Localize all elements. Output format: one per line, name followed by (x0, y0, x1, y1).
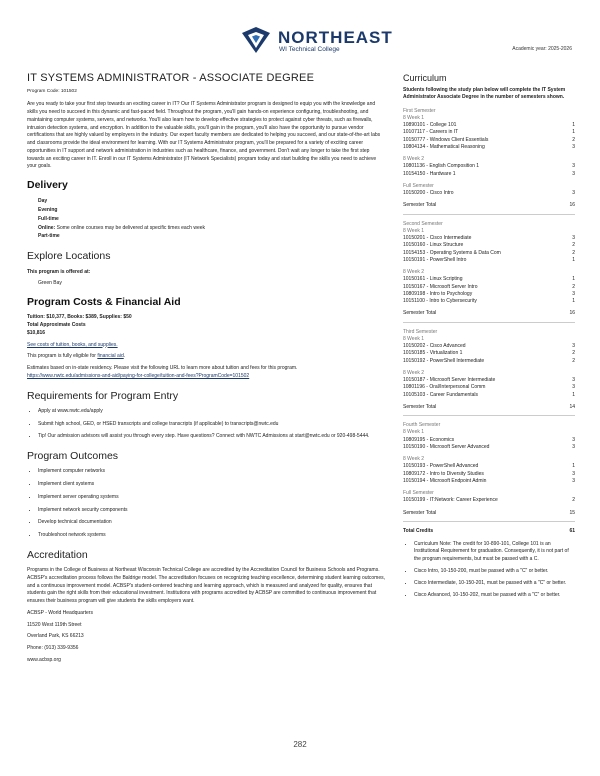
course-name: 10801136 - English Composition 1 (403, 163, 480, 170)
course-row (403, 129, 575, 136)
academic-year: Academic year: 2025-2026 (512, 46, 572, 52)
accreditation-city: Overland Park, KS 66213 (27, 633, 84, 640)
course-name: 10150202 - Cisco Advanced (403, 343, 466, 350)
block-label: 8 Week 2 (403, 156, 425, 163)
aid-prefix: This program is fully eligible for (27, 353, 98, 360)
accreditation-org: ACBSP - World Headquarters (27, 609, 93, 616)
semester-total-row (403, 202, 575, 209)
locations-intro: This program is offered at: (27, 268, 91, 275)
course-row (403, 298, 575, 305)
logo-subtitle: WI Technical College (279, 46, 340, 53)
course-credits: 2 (572, 242, 575, 249)
course-credits: 2 (572, 283, 575, 290)
divider (403, 214, 575, 215)
course-row (403, 358, 575, 365)
course-name: 10150161 - Linux Scripting (403, 276, 463, 283)
course-row (403, 444, 575, 451)
course-name: 10890101 - College 101 (403, 122, 457, 129)
course-row (403, 257, 575, 264)
outcome-item: • Implement network security components (38, 507, 385, 515)
requirement-item: • Tip! Our admission advisors will assist you through every step. Have questions? Connect with NWTC Admissions at start@nwtc.edu or 920-498-5444. (38, 433, 385, 441)
outcomes-list (27, 468, 385, 540)
course-name: 10150201 - Cisco Intermediate (403, 235, 472, 242)
course-row (403, 144, 575, 151)
course-name: 10801196 - Oral/Interpersonal Comm (403, 384, 486, 391)
curriculum-note: • Cisco Intermediate, 10-150-201, must be passed with a "C" or better. (414, 580, 575, 587)
total-credits-row (403, 528, 575, 535)
outcomes-heading: Program Outcomes (27, 450, 119, 463)
accreditation-heading: Accreditation (27, 548, 88, 561)
course-credits: 3 (572, 190, 575, 197)
delivery-list (27, 197, 385, 241)
course-name: 10150200 - Cisco Intro (403, 190, 454, 197)
outcome-item: • Implement server operating systems (38, 494, 385, 502)
semester-label: First Semester (403, 107, 436, 114)
delivery-online-text: Some online courses may be delivered at specific times each week (55, 224, 206, 231)
course-credits: 3 (572, 443, 575, 450)
course-name: 10150185 - Virtualization 1 (403, 350, 463, 357)
block-label: 8 Week 2 (403, 369, 425, 376)
college-logo (240, 26, 393, 56)
semester-total-row (403, 404, 575, 411)
costs-heading: Program Costs & Financial Aid (27, 296, 181, 308)
course-credits: 3 (572, 163, 575, 170)
page-header (0, 0, 600, 60)
outcome-item: • Troubleshoot network systems (38, 532, 385, 540)
course-credits: 3 (572, 170, 575, 177)
course-row (403, 343, 575, 350)
financial-aid-link[interactable]: financial aid (97, 353, 124, 360)
left-column (27, 70, 385, 669)
outcome-item: • Develop technical documentation (38, 519, 385, 527)
accreditation-street: 11520 West 119th Street (27, 621, 82, 628)
course-row (403, 163, 575, 170)
block-label: 8 Week 2 (403, 456, 425, 463)
divider (403, 521, 575, 522)
course-credits: 3 (572, 384, 575, 391)
accreditation-text: Programs in the College of Business at Northeast Wisconsin Technical College are accredited by the Accreditation Council for Business Schools and Programs. ACBSP's accreditation process follows the Baldrige model. The accreditation focuses on recognizing teaching excellence, determining student learning outcomes, and a continuous improvement model. ACBSP's student-centered teaching and learning approach, which is measured and analyzed for quality, ensures that students gain the right skills from their educational investment. Institutions with programs accredited by ACBSP are committed to continuous improvement that ensures their business program will give students the skills employers want. (27, 567, 386, 605)
semester-label: Third Semester (403, 328, 438, 335)
course-credits: 1 (572, 122, 575, 129)
course-credits: 1 (572, 391, 575, 398)
semester-label: Second Semester (403, 220, 443, 227)
block-label: 8 Week 1 (403, 429, 425, 436)
costs-total-label: Total Approximate Costs (27, 322, 86, 329)
course-row (403, 384, 575, 391)
accreditation-phone: Phone: (913) 339-9356 (27, 645, 79, 652)
semester-total-label: Semester Total (403, 509, 437, 516)
block-label: Full Semester (403, 182, 434, 189)
curriculum-column (403, 72, 575, 605)
course-row (403, 190, 575, 197)
curriculum-note: • Cisco Advanced, 10-150-202, must be passed with a "C" or better. (414, 592, 575, 599)
requirement-item: • Apply at www.nwtc.edu/apply (38, 408, 385, 416)
course-row (403, 350, 575, 357)
course-name: 10809198 - Intro to Psychology (403, 290, 473, 297)
course-name: 10150187 - Microsoft Server Intermediate (403, 377, 496, 384)
course-name: 10150167 - Microsoft Server Intro (403, 283, 478, 290)
course-row (403, 171, 575, 178)
block-label: 8 Week 1 (403, 335, 425, 342)
course-credits: 1 (572, 276, 575, 283)
program-description: Are you ready to take your first step towards an exciting career in IT? Our IT Systems Administrator program is designed to equip you with the knowledge and skills you need to succeed in this dynamic and fast-paced field. Throughout the program, you'll gain hands-on experience configuring, troubleshooting, and maintaining computer systems, servers, and networks. You'll also learn how to develop effective strategies to protect against cyber threats, such as firewalls, intrusion detection systems, and encryption. In addition to the valuable skills, you'll gain in the program, you'll also have the opportunity to pursue vendor certifications that are highly valued by employers in the industry. Our expert faculty members are dedicated to helping you succeed, and our state-of-the-art labs and classrooms provide the ideal environment for learning. With our IT Systems Administrator program, you'll be prepared for a variety of exciting career opportunities in IT support and network administration in industries such as healthcare, finance, and government. Don't wait any longer to take the first step towards an exciting career in IT. Enroll in our IT Systems Administrator (IT Network Specialists) program today and start building the skills you need to achieve your goals. (27, 101, 381, 170)
delivery-evening: Evening (38, 207, 58, 214)
course-name: 10107117 - Careers in IT (403, 129, 459, 136)
course-row (403, 242, 575, 249)
location-city: Green Bay (38, 280, 62, 287)
course-credits: 1 (572, 298, 575, 305)
course-name: 10150193 - PowerShell Advanced (403, 463, 479, 470)
course-credits: 3 (572, 235, 575, 242)
requirement-item: • Submit high school, GED, or HSED transcripts and college transcripts (if applicable) to transcripts@nwtc.edu (38, 421, 385, 429)
tuition-url-link[interactable]: https://www.nwtc.edu/admissions-and-aid/paying-for-college/tuition-and-fees?ProgramCode=101502 (27, 372, 250, 379)
course-name: 10105103 - Career Fundamentals (403, 391, 479, 398)
course-row (403, 137, 575, 144)
page-title: IT SYSTEMS ADMINISTRATOR - ASSOCIATE DEGREE (27, 72, 315, 84)
delivery-day: Day (38, 198, 48, 205)
course-row (403, 463, 575, 470)
logo-name: NORTHEAST (278, 28, 393, 47)
course-row (403, 497, 575, 504)
course-name: 10150160 - Linux Structure (403, 242, 464, 249)
course-credits: 2 (572, 136, 575, 143)
costs-line: Tuition: $10,377, Books: $389, Supplies: $50 (27, 314, 132, 321)
semester (403, 221, 575, 323)
course-credits: 3 (572, 470, 575, 477)
total-credits-label: Total Credits (403, 527, 434, 534)
course-name: 10150190 - Microsoft Server Advanced (403, 443, 490, 450)
delivery-fulltime: Full-time (38, 215, 59, 222)
course-credits: 2 (572, 357, 575, 364)
curriculum-heading: Curriculum (403, 73, 447, 83)
course-name: 10804134 - Mathematical Reasoning (403, 143, 485, 150)
delivery-parttime: Part-time (38, 233, 60, 240)
locations-heading: Explore Locations (27, 250, 111, 263)
aid-suffix: . (123, 353, 126, 360)
course-name: 10150194 - Microsoft Endpoint Admin (403, 477, 487, 484)
curriculum-notes (403, 541, 575, 600)
semester-total-label: Semester Total (403, 202, 437, 209)
course-row (403, 377, 575, 384)
semester-total-label: Semester Total (403, 403, 437, 410)
course-credits: 3 (572, 377, 575, 384)
course-credits: 2 (572, 350, 575, 357)
costs-estimate: Estimates based on in-state residency. Please visit the following URL to learn more about tuition and fees for this program. (27, 365, 298, 372)
course-row (403, 392, 575, 399)
course-credits: 3 (572, 143, 575, 150)
delivery-online-label: Online: (38, 224, 56, 231)
semester-total-value: 16 (569, 310, 575, 317)
block-label: 8 Week 2 (403, 269, 425, 276)
course-credits: 1 (572, 129, 575, 136)
course-credits: 3 (572, 343, 575, 350)
semester-total-value: 15 (569, 509, 575, 516)
divider (403, 322, 575, 323)
curriculum-note: • Cisco Intro, 10-150-200, must be passed with a "C" or better. (414, 568, 575, 575)
course-row (403, 276, 575, 283)
course-name: 10150199 - IT:Network: Career Experience (403, 497, 498, 504)
course-credits: 3 (572, 436, 575, 443)
course-name: 10150191 - PowerShell Intro (403, 256, 467, 263)
see-costs-link[interactable]: See costs of tuition, books, and supplies. (27, 341, 118, 348)
course-credits: 2 (572, 249, 575, 256)
course-name: 10150777 - Windows Client Essentials (403, 136, 489, 143)
course-credits: 1 (572, 256, 575, 263)
block-label: 8 Week 1 (403, 114, 425, 121)
course-name: 10151100 - Intro to Cybersecurity (403, 298, 477, 305)
course-row (403, 291, 575, 298)
accreditation-web: www.acbsp.org (27, 656, 61, 663)
semester-label: Fourth Semester (403, 422, 441, 429)
course-row (403, 284, 575, 291)
course-row (403, 235, 575, 242)
requirements-heading: Requirements for Program Entry (27, 389, 179, 402)
course-name: 10809172 - Intro to Diversity Studies (403, 470, 484, 477)
outcome-item: • Implement computer networks (38, 468, 385, 476)
semester-total-row (403, 510, 575, 517)
semester (403, 329, 575, 417)
total-credits-value: 61 (569, 527, 575, 534)
delivery-heading: Delivery (27, 179, 68, 192)
course-name: 10154150 - Hardware 1 (403, 170, 456, 177)
semester (403, 422, 575, 517)
course-name: 10809195 - Economics (403, 436, 455, 443)
semester-total-value: 16 (569, 202, 575, 209)
course-row (403, 471, 575, 478)
course-row (403, 478, 575, 485)
requirements-list (27, 408, 385, 441)
course-name: 10154153 - Operating Systems & Data Com (403, 249, 501, 256)
semester-list (403, 108, 575, 517)
block-label: 8 Week 1 (403, 227, 425, 234)
semester-total-value: 14 (569, 403, 575, 410)
costs-total-value: $10,816 (27, 329, 46, 336)
course-credits: 3 (572, 477, 575, 484)
course-credits: 2 (572, 497, 575, 504)
course-credits: 1 (572, 463, 575, 470)
shield-logo-icon (240, 26, 272, 54)
outcome-item: • Implement client systems (38, 481, 385, 489)
program-code: Program Code: 101502 (27, 89, 77, 95)
course-name: 10150192 - PowerShell Intermediate (403, 357, 485, 364)
course-row (403, 250, 575, 257)
semester (403, 108, 575, 215)
curriculum-intro: Students following the study plan below will complete the IT System Administrator Associate Degree in the number of semesters shown. (403, 87, 566, 101)
block-label: Full Semester (403, 490, 434, 497)
page-number: 282 (293, 740, 307, 749)
curriculum-note: • Curriculum Note: The credit for 10-890-101, College 101 is an Institutional Requirement for graduation. Consequently, it is not part of the program requirements, but must be passed with a C. (414, 541, 575, 563)
course-row (403, 437, 575, 444)
semester-total-row (403, 310, 575, 317)
course-row (403, 122, 575, 129)
semester-total-label: Semester Total (403, 310, 437, 317)
divider (403, 415, 575, 416)
course-credits: 3 (572, 290, 575, 297)
